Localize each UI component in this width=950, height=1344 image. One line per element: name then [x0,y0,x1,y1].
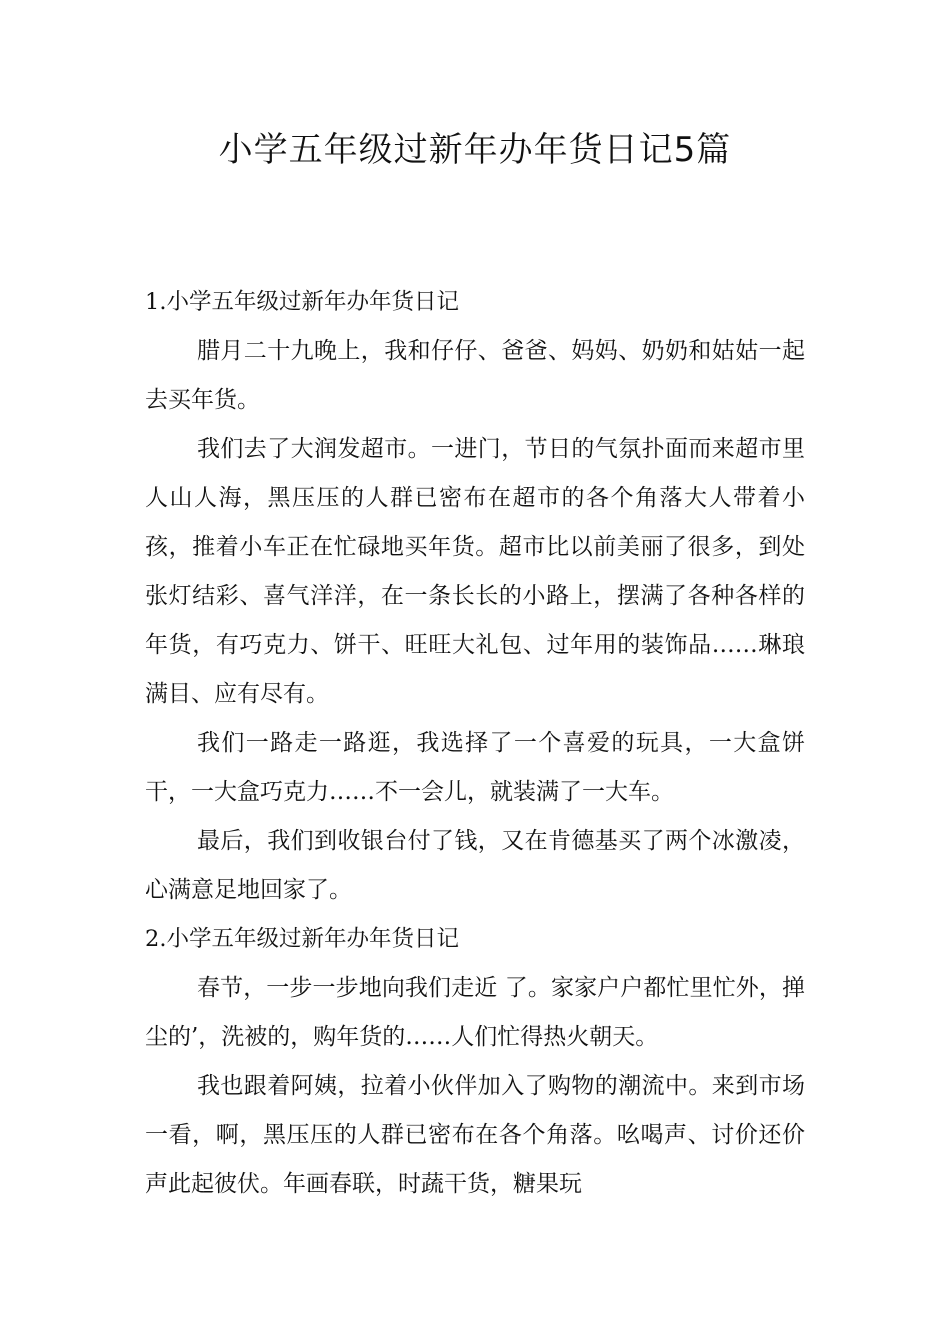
paragraph: 我们一路走一路逛，我选择了一个喜爱的玩具，一大盒饼干，一大盒巧克力……不一会儿，就装满了一大车。 [145,730,805,805]
section-heading-1: 1.小学五年级过新年办年货日记 [145,289,459,315]
paragraph: 腊月二十九晚上，我和仔仔、爸爸、妈妈、奶奶和姑姑一起去买年货。 [145,338,805,413]
section-heading-2: 2.小学五年级过新年办年货日记 [145,926,459,952]
paragraph: 我也跟着阿姨，拉着小伙伴加入了购物的潮流中。来到市场一看，啊，黑压压的人群已密布在各个角落。吆喝声、讨价还价声此起彼伏。年画春联，时蔬干货，糖果玩 [145,1073,805,1197]
document-body [145,278,805,1209]
document-title: 小学五年级过新年办年货日记5篇 [218,130,732,170]
paragraph: 春节，一步一步地向我们走近 了。家家户户都忙里忙外，掸尘的’，洗被的，购年货的……人们忙得热火朝天。 [145,975,805,1050]
paragraph: 最后，我们到收银台付了钱，又在肯德基买了两个冰激凌，心满意足地回家了。 [145,828,805,903]
paragraph: 我们去了大润发超市。一进门，节日的气氛扑面而来超市里人山人海，黑压压的人群已密布在超市的各个角落大人带着小孩，推着小车正在忙碌地买年货。超市比以前美丽了很多，到处张灯结彩、喜气洋洋，在一条长长的小路上，摆满了各种各样的年货，有巧克力、饼干、旺旺大礼包、过年用的装饰品……琳琅满目、应有尽有。 [145,436,805,707]
